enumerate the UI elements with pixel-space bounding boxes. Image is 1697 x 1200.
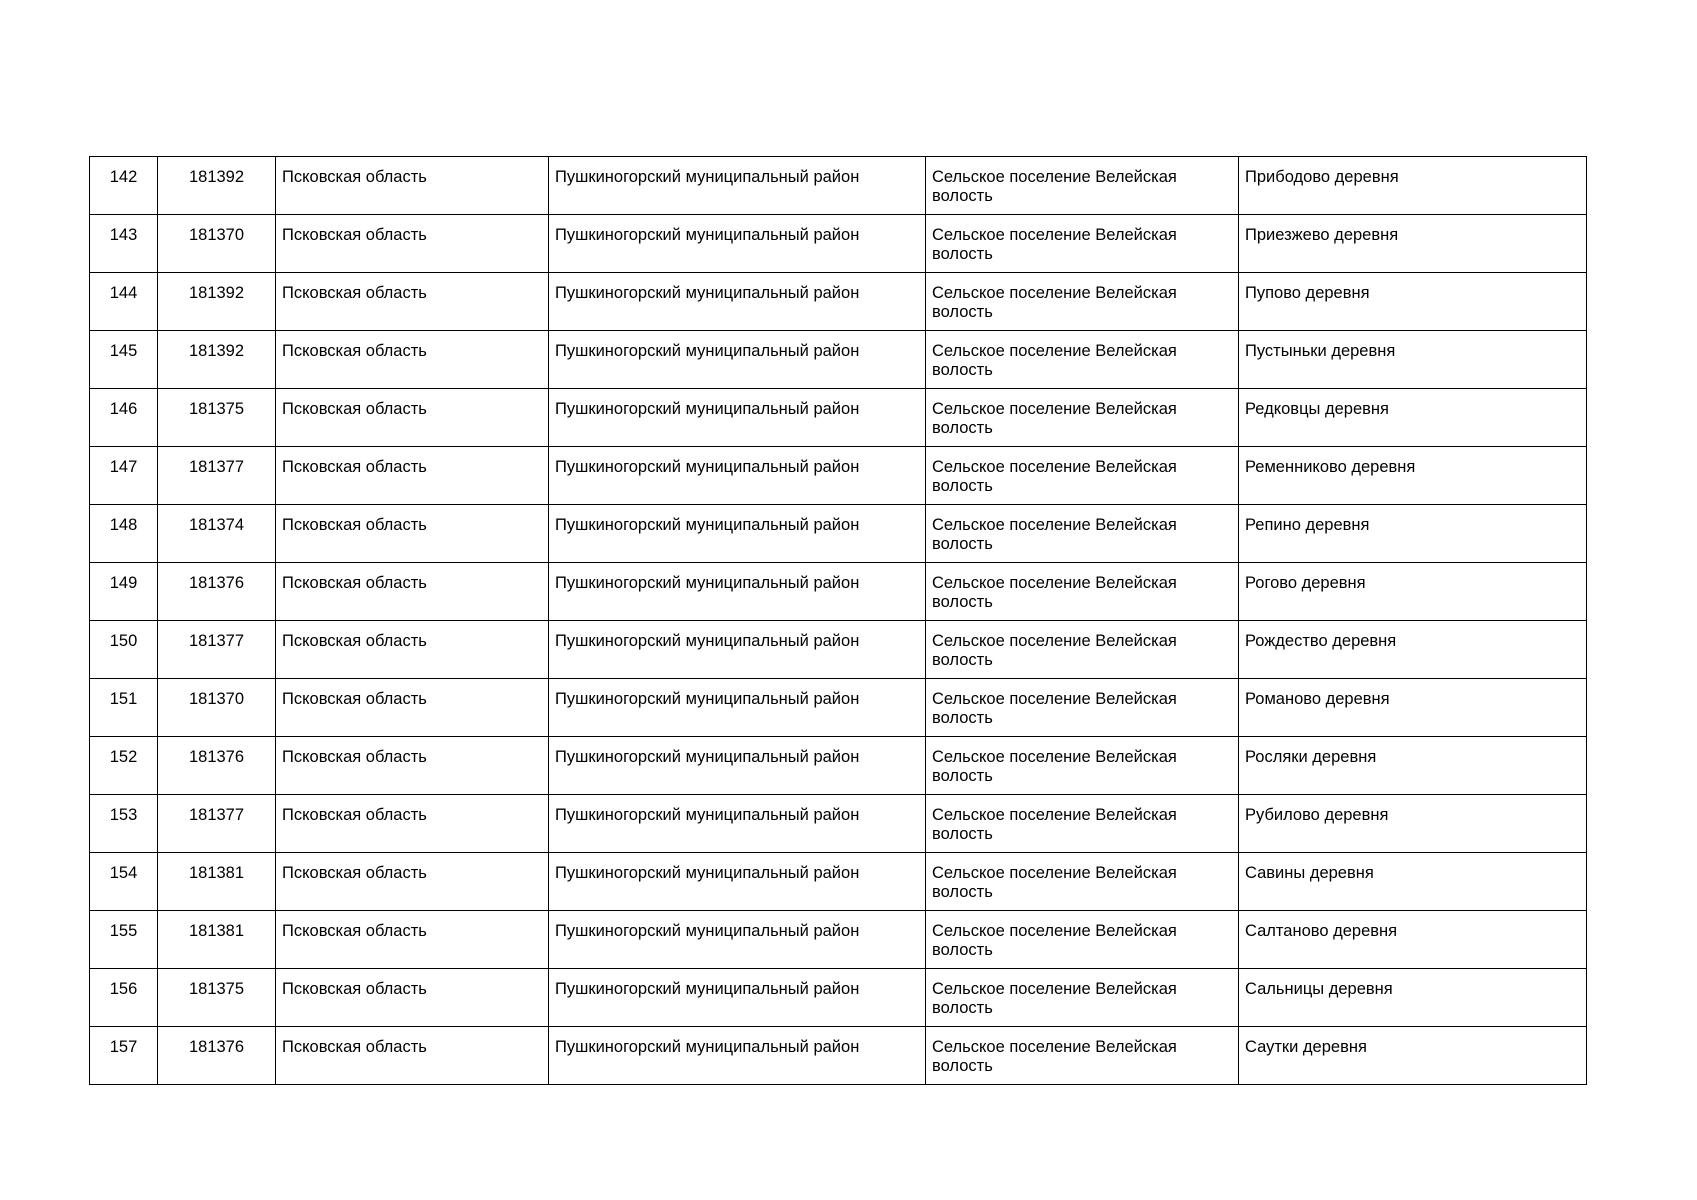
postal-index-cell: 181377 — [158, 621, 276, 679]
table-row — [90, 447, 1587, 505]
district-cell: Пушкиногорский муниципальный район — [549, 911, 926, 969]
table-row — [90, 737, 1587, 795]
table-row — [90, 331, 1587, 389]
locality-cell: Савины деревня — [1239, 853, 1587, 911]
district-cell: Пушкиногорский муниципальный район — [549, 969, 926, 1027]
row-number-cell: 157 — [90, 1027, 158, 1085]
settlement-cell: Сельское поселение Велейская волость — [926, 331, 1239, 389]
table-row — [90, 679, 1587, 737]
row-number-cell: 147 — [90, 447, 158, 505]
district-cell: Пушкиногорский муниципальный район — [549, 273, 926, 331]
table-row — [90, 389, 1587, 447]
region-cell: Псковская область — [276, 389, 549, 447]
locality-cell: Ременниково деревня — [1239, 447, 1587, 505]
row-number-cell: 145 — [90, 331, 158, 389]
settlement-cell: Сельское поселение Велейская волость — [926, 969, 1239, 1027]
district-cell: Пушкиногорский муниципальный район — [549, 447, 926, 505]
table-row — [90, 911, 1587, 969]
row-number-cell: 152 — [90, 737, 158, 795]
district-cell: Пушкиногорский муниципальный район — [549, 737, 926, 795]
settlement-cell: Сельское поселение Велейская волость — [926, 679, 1239, 737]
table-row — [90, 853, 1587, 911]
locality-cell: Сальницы деревня — [1239, 969, 1587, 1027]
settlement-cell: Сельское поселение Велейская волость — [926, 563, 1239, 621]
district-cell: Пушкиногорский муниципальный район — [549, 679, 926, 737]
settlement-cell: Сельское поселение Велейская волость — [926, 795, 1239, 853]
table-row — [90, 795, 1587, 853]
postal-index-cell: 181370 — [158, 679, 276, 737]
address-table-body — [90, 157, 1587, 1085]
postal-index-cell: 181392 — [158, 331, 276, 389]
region-cell: Псковская область — [276, 157, 549, 215]
row-number-cell: 144 — [90, 273, 158, 331]
region-cell: Псковская область — [276, 795, 549, 853]
region-cell: Псковская область — [276, 1027, 549, 1085]
locality-cell: Пупово деревня — [1239, 273, 1587, 331]
row-number-cell: 154 — [90, 853, 158, 911]
locality-cell: Прибодово деревня — [1239, 157, 1587, 215]
district-cell: Пушкиногорский муниципальный район — [549, 505, 926, 563]
locality-cell: Рождество деревня — [1239, 621, 1587, 679]
region-cell: Псковская область — [276, 447, 549, 505]
locality-cell: Рубилово деревня — [1239, 795, 1587, 853]
settlement-cell: Сельское поселение Велейская волость — [926, 621, 1239, 679]
district-cell: Пушкиногорский муниципальный район — [549, 331, 926, 389]
locality-cell: Романово деревня — [1239, 679, 1587, 737]
postal-index-cell: 181377 — [158, 447, 276, 505]
table-row — [90, 969, 1587, 1027]
postal-index-cell: 181392 — [158, 273, 276, 331]
postal-index-cell: 181376 — [158, 1027, 276, 1085]
settlement-cell: Сельское поселение Велейская волость — [926, 389, 1239, 447]
settlement-cell: Сельское поселение Велейская волость — [926, 215, 1239, 273]
table-row — [90, 563, 1587, 621]
locality-cell: Саутки деревня — [1239, 1027, 1587, 1085]
region-cell: Псковская область — [276, 273, 549, 331]
postal-index-cell: 181370 — [158, 215, 276, 273]
settlement-cell: Сельское поселение Велейская волость — [926, 157, 1239, 215]
district-cell: Пушкиногорский муниципальный район — [549, 215, 926, 273]
locality-cell: Пустыньки деревня — [1239, 331, 1587, 389]
region-cell: Псковская область — [276, 621, 549, 679]
settlement-cell: Сельское поселение Велейская волость — [926, 505, 1239, 563]
address-table — [89, 156, 1587, 1085]
district-cell: Пушкиногорский муниципальный район — [549, 389, 926, 447]
postal-index-cell: 181381 — [158, 911, 276, 969]
row-number-cell: 151 — [90, 679, 158, 737]
postal-index-cell: 181377 — [158, 795, 276, 853]
row-number-cell: 156 — [90, 969, 158, 1027]
locality-cell: Редковцы деревня — [1239, 389, 1587, 447]
locality-cell: Репино деревня — [1239, 505, 1587, 563]
postal-index-cell: 181375 — [158, 389, 276, 447]
settlement-cell: Сельское поселение Велейская волость — [926, 911, 1239, 969]
row-number-cell: 149 — [90, 563, 158, 621]
row-number-cell: 146 — [90, 389, 158, 447]
region-cell: Псковская область — [276, 737, 549, 795]
locality-cell: Росляки деревня — [1239, 737, 1587, 795]
region-cell: Псковская область — [276, 679, 549, 737]
postal-index-cell: 181376 — [158, 737, 276, 795]
region-cell: Псковская область — [276, 911, 549, 969]
settlement-cell: Сельское поселение Велейская волость — [926, 1027, 1239, 1085]
table-row — [90, 1027, 1587, 1085]
row-number-cell: 155 — [90, 911, 158, 969]
settlement-cell: Сельское поселение Велейская волость — [926, 447, 1239, 505]
table-row — [90, 505, 1587, 563]
row-number-cell: 150 — [90, 621, 158, 679]
region-cell: Псковская область — [276, 853, 549, 911]
region-cell: Псковская область — [276, 969, 549, 1027]
locality-cell: Рогово деревня — [1239, 563, 1587, 621]
district-cell: Пушкиногорский муниципальный район — [549, 853, 926, 911]
row-number-cell: 153 — [90, 795, 158, 853]
region-cell: Псковская область — [276, 215, 549, 273]
district-cell: Пушкиногорский муниципальный район — [549, 157, 926, 215]
district-cell: Пушкиногорский муниципальный район — [549, 795, 926, 853]
settlement-cell: Сельское поселение Велейская волость — [926, 737, 1239, 795]
settlement-cell: Сельское поселение Велейская волость — [926, 273, 1239, 331]
row-number-cell: 142 — [90, 157, 158, 215]
row-number-cell: 143 — [90, 215, 158, 273]
table-row — [90, 273, 1587, 331]
region-cell: Псковская область — [276, 331, 549, 389]
settlement-cell: Сельское поселение Велейская волость — [926, 853, 1239, 911]
table-row — [90, 215, 1587, 273]
region-cell: Псковская область — [276, 505, 549, 563]
district-cell: Пушкиногорский муниципальный район — [549, 1027, 926, 1085]
postal-index-cell: 181376 — [158, 563, 276, 621]
postal-index-cell: 181374 — [158, 505, 276, 563]
locality-cell: Приезжево деревня — [1239, 215, 1587, 273]
region-cell: Псковская область — [276, 563, 549, 621]
table-row — [90, 621, 1587, 679]
row-number-cell: 148 — [90, 505, 158, 563]
postal-index-cell: 181392 — [158, 157, 276, 215]
locality-cell: Салтаново деревня — [1239, 911, 1587, 969]
postal-index-cell: 181381 — [158, 853, 276, 911]
district-cell: Пушкиногорский муниципальный район — [549, 563, 926, 621]
table-row — [90, 157, 1587, 215]
district-cell: Пушкиногорский муниципальный район — [549, 621, 926, 679]
postal-index-cell: 181375 — [158, 969, 276, 1027]
